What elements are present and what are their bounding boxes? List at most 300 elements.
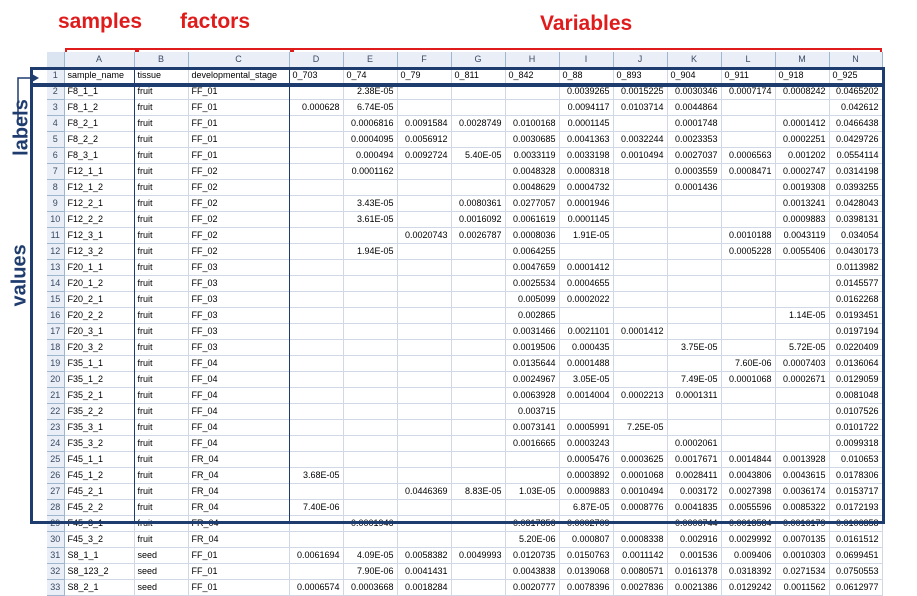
table-cell[interactable]: 0.000435 xyxy=(559,340,613,356)
table-cell[interactable]: fruit xyxy=(134,164,188,180)
table-cell[interactable]: 0_703 xyxy=(289,68,343,84)
table-cell[interactable]: 0.0106358 xyxy=(829,516,882,532)
table-cell[interactable]: sample_name xyxy=(64,68,134,84)
table-cell[interactable]: 0.0024967 xyxy=(505,372,559,388)
row-header[interactable]: 20 xyxy=(47,372,64,388)
table-cell[interactable]: 0.0019308 xyxy=(775,180,829,196)
row-header[interactable]: 15 xyxy=(47,292,64,308)
table-cell[interactable]: F12_3_2 xyxy=(64,244,134,260)
row-header[interactable]: 4 xyxy=(47,116,64,132)
table-cell[interactable]: fruit xyxy=(134,436,188,452)
table-cell[interactable]: 1.91E-05 xyxy=(559,228,613,244)
table-cell[interactable]: 0.0393255 xyxy=(829,180,882,196)
table-cell[interactable]: 0.0010188 xyxy=(721,228,775,244)
table-cell[interactable]: 8.83E-05 xyxy=(451,484,505,500)
table-cell[interactable]: FR_04 xyxy=(188,468,289,484)
table-cell[interactable]: 0.0008242 xyxy=(775,84,829,100)
table-cell[interactable]: 0.0041431 xyxy=(397,564,451,580)
table-cell[interactable]: F45_1_1 xyxy=(64,452,134,468)
table-cell[interactable]: F45_2_1 xyxy=(64,484,134,500)
table-cell[interactable]: 7.49E-05 xyxy=(667,372,721,388)
table-cell[interactable]: 0.0018284 xyxy=(397,580,451,596)
table-cell[interactable]: 0.0080361 xyxy=(451,196,505,212)
table-cell[interactable]: F20_1_1 xyxy=(64,260,134,276)
column-header[interactable]: B xyxy=(134,52,188,68)
row-header[interactable]: 27 xyxy=(47,484,64,500)
table-cell[interactable]: 0_811 xyxy=(451,68,505,84)
table-cell[interactable]: 0.0006574 xyxy=(289,580,343,596)
table-cell[interactable]: 0.0428043 xyxy=(829,196,882,212)
table-cell[interactable]: 0.0103714 xyxy=(613,100,667,116)
table-cell[interactable]: 0.009406 xyxy=(721,548,775,564)
table-cell[interactable]: F8_2_2 xyxy=(64,132,134,148)
table-cell[interactable]: 0.0007174 xyxy=(721,84,775,100)
table-cell[interactable] xyxy=(451,532,505,548)
table-cell[interactable]: 0.0004732 xyxy=(559,180,613,196)
table-cell[interactable]: 0.0061694 xyxy=(289,548,343,564)
table-cell[interactable]: 0.0016092 xyxy=(451,212,505,228)
table-cell[interactable]: 0.003715 xyxy=(505,404,559,420)
table-cell[interactable]: 0.0220409 xyxy=(829,340,882,356)
table-cell[interactable]: 0.0025534 xyxy=(505,276,559,292)
table-cell[interactable]: FF_04 xyxy=(188,356,289,372)
table-cell[interactable]: 0.0612977 xyxy=(829,580,882,596)
table-cell[interactable]: fruit xyxy=(134,468,188,484)
table-cell[interactable]: FF_03 xyxy=(188,292,289,308)
table-cell[interactable]: 0.0030346 xyxy=(667,84,721,100)
table-cell[interactable]: fruit xyxy=(134,484,188,500)
table-cell[interactable]: F20_2_1 xyxy=(64,292,134,308)
table-cell[interactable]: 0.0015225 xyxy=(613,84,667,100)
row-header[interactable]: 21 xyxy=(47,388,64,404)
table-cell[interactable]: fruit xyxy=(134,532,188,548)
table-cell[interactable]: fruit xyxy=(134,388,188,404)
table-cell[interactable]: S8_123_2 xyxy=(64,564,134,580)
table-cell[interactable]: 0.0033119 xyxy=(505,148,559,164)
table-cell[interactable]: S8_2_1 xyxy=(64,580,134,596)
table-cell[interactable]: fruit xyxy=(134,276,188,292)
table-cell[interactable]: F35_2_1 xyxy=(64,388,134,404)
table-cell[interactable]: 0.0004095 xyxy=(343,132,397,148)
table-cell[interactable]: 0.0099318 xyxy=(829,436,882,452)
row-header[interactable]: 33 xyxy=(47,580,64,596)
table-cell[interactable]: 0.0005991 xyxy=(559,420,613,436)
table-cell[interactable]: 0.0172193 xyxy=(829,500,882,516)
column-header[interactable]: F xyxy=(397,52,451,68)
table-cell[interactable]: 0.0061619 xyxy=(505,212,559,228)
table-cell[interactable]: FF_01 xyxy=(188,580,289,596)
row-header[interactable]: 3 xyxy=(47,100,64,116)
table-cell[interactable]: 0.0465202 xyxy=(829,84,882,100)
column-header[interactable]: N xyxy=(829,52,882,68)
table-cell[interactable]: tissue xyxy=(134,68,188,84)
row-header[interactable]: 6 xyxy=(47,148,64,164)
table-cell[interactable]: FF_03 xyxy=(188,260,289,276)
table-cell[interactable]: fruit xyxy=(134,228,188,244)
table-cell[interactable]: 0.0005228 xyxy=(721,244,775,260)
table-cell[interactable]: 0.0014004 xyxy=(559,388,613,404)
table-cell[interactable]: 0.0001412 xyxy=(613,324,667,340)
row-header[interactable]: 29 xyxy=(47,516,64,532)
row-header[interactable]: 17 xyxy=(47,324,64,340)
table-cell[interactable]: 0.0047659 xyxy=(505,260,559,276)
table-cell[interactable]: F20_1_2 xyxy=(64,276,134,292)
table-cell[interactable]: FF_01 xyxy=(188,116,289,132)
table-cell[interactable]: 3.75E-05 xyxy=(667,340,721,356)
table-cell[interactable]: F45_1_2 xyxy=(64,468,134,484)
table-cell[interactable]: 1.14E-05 xyxy=(775,308,829,324)
table-cell[interactable]: FF_03 xyxy=(188,276,289,292)
table-cell[interactable]: 0.0429726 xyxy=(829,132,882,148)
row-header[interactable]: 8 xyxy=(47,180,64,196)
table-cell[interactable]: 0.0027398 xyxy=(721,484,775,500)
table-cell[interactable]: 0.000494 xyxy=(343,148,397,164)
table-cell[interactable]: 0.0013584 xyxy=(721,516,775,532)
table-cell[interactable]: 0.0008036 xyxy=(505,228,559,244)
table-cell[interactable]: fruit xyxy=(134,308,188,324)
table-cell[interactable]: 0.034054 xyxy=(829,228,882,244)
column-header[interactable]: H xyxy=(505,52,559,68)
table-cell[interactable]: FF_02 xyxy=(188,244,289,260)
table-cell[interactable]: fruit xyxy=(134,116,188,132)
table-cell[interactable]: 5.72E-05 xyxy=(775,340,829,356)
column-header[interactable]: J xyxy=(613,52,667,68)
table-cell[interactable]: fruit xyxy=(134,500,188,516)
table-cell[interactable]: 0.0318392 xyxy=(721,564,775,580)
table-cell[interactable] xyxy=(451,580,505,596)
table-cell[interactable]: 0.0107526 xyxy=(829,404,882,420)
table-cell[interactable]: 0.0028749 xyxy=(451,116,505,132)
table-cell[interactable]: F35_2_2 xyxy=(64,404,134,420)
table-cell[interactable]: fruit xyxy=(134,180,188,196)
table-cell[interactable]: 0.0135644 xyxy=(505,356,559,372)
table-cell[interactable]: 0.0023353 xyxy=(667,132,721,148)
table-cell[interactable]: 0.000807 xyxy=(559,532,613,548)
table-cell[interactable]: 0.0021101 xyxy=(559,324,613,340)
column-header[interactable]: I xyxy=(559,52,613,68)
table-cell[interactable]: 0.0101722 xyxy=(829,420,882,436)
table-cell[interactable]: FF_02 xyxy=(188,212,289,228)
table-cell[interactable]: 0.002916 xyxy=(667,532,721,548)
table-cell[interactable]: fruit xyxy=(134,356,188,372)
table-cell[interactable]: FR_04 xyxy=(188,484,289,500)
row-header[interactable]: 7 xyxy=(47,164,64,180)
row-header[interactable]: 5 xyxy=(47,132,64,148)
table-cell[interactable]: 0.0048629 xyxy=(505,180,559,196)
table-cell[interactable]: 0.0049993 xyxy=(451,548,505,564)
table-cell[interactable]: 0_79 xyxy=(397,68,451,84)
table-cell[interactable]: 0.0005476 xyxy=(559,452,613,468)
table-cell[interactable]: 0.001202 xyxy=(775,148,829,164)
table-cell[interactable]: 0.0008471 xyxy=(721,164,775,180)
table-cell[interactable]: 0.042612 xyxy=(829,100,882,116)
table-cell[interactable]: FF_01 xyxy=(188,148,289,164)
table-cell[interactable]: FF_01 xyxy=(188,84,289,100)
table-cell[interactable]: 0.0001068 xyxy=(721,372,775,388)
table-cell[interactable]: 0.0271534 xyxy=(775,564,829,580)
table-cell[interactable]: 0.0009883 xyxy=(775,212,829,228)
table-cell[interactable] xyxy=(343,532,397,548)
table-cell[interactable]: 0_893 xyxy=(613,68,667,84)
table-cell[interactable]: 0.0043615 xyxy=(775,468,829,484)
table-cell[interactable]: 0.0002061 xyxy=(667,436,721,452)
table-cell[interactable]: F12_2_1 xyxy=(64,196,134,212)
column-header[interactable]: G xyxy=(451,52,505,68)
table-cell[interactable]: fruit xyxy=(134,452,188,468)
table-cell[interactable]: 0_842 xyxy=(505,68,559,84)
table-cell[interactable]: F45_3_2 xyxy=(64,532,134,548)
table-cell[interactable]: FF_02 xyxy=(188,164,289,180)
table-cell[interactable]: fruit xyxy=(134,260,188,276)
column-header[interactable]: A xyxy=(64,52,134,68)
table-cell[interactable]: 0.0028411 xyxy=(667,468,721,484)
table-cell[interactable]: fruit xyxy=(134,340,188,356)
table-cell[interactable]: 3.05E-05 xyxy=(559,372,613,388)
table-cell[interactable]: 0.0033198 xyxy=(559,148,613,164)
table-cell[interactable]: 0.0001488 xyxy=(559,356,613,372)
table-cell[interactable]: 0.0043806 xyxy=(721,468,775,484)
table-cell[interactable]: fruit xyxy=(134,148,188,164)
table-cell[interactable]: 0_911 xyxy=(721,68,775,84)
table-cell[interactable]: 0.0006744 xyxy=(667,516,721,532)
table-cell[interactable]: 0.0003243 xyxy=(559,436,613,452)
table-cell[interactable]: FR_04 xyxy=(188,516,289,532)
table-cell[interactable]: fruit xyxy=(134,132,188,148)
table-cell[interactable]: 0.0006563 xyxy=(721,148,775,164)
table-cell[interactable]: 0.0193451 xyxy=(829,308,882,324)
table-cell[interactable]: 0_904 xyxy=(667,68,721,84)
row-header[interactable]: 23 xyxy=(47,420,64,436)
table-cell[interactable]: 0.000628 xyxy=(289,100,343,116)
row-header[interactable]: 14 xyxy=(47,276,64,292)
row-header[interactable]: 10 xyxy=(47,212,64,228)
table-cell[interactable]: fruit xyxy=(134,404,188,420)
table-cell[interactable]: 0.0008776 xyxy=(613,500,667,516)
row-header[interactable]: 30 xyxy=(47,532,64,548)
table-cell[interactable]: 0_918 xyxy=(775,68,829,84)
table-cell[interactable]: 0.0161512 xyxy=(829,532,882,548)
row-header[interactable]: 11 xyxy=(47,228,64,244)
table-cell[interactable]: 0.0017671 xyxy=(667,452,721,468)
row-header[interactable]: 25 xyxy=(47,452,64,468)
table-cell[interactable]: 7.25E-05 xyxy=(613,420,667,436)
table-cell[interactable]: 0.0008338 xyxy=(613,532,667,548)
table-cell[interactable]: FR_04 xyxy=(188,452,289,468)
table-cell[interactable]: 0.0027037 xyxy=(667,148,721,164)
table-cell[interactable]: 5.20E-06 xyxy=(505,532,559,548)
table-cell[interactable]: 0.0021386 xyxy=(667,580,721,596)
table-cell[interactable]: 0.0011562 xyxy=(775,580,829,596)
table-cell[interactable]: 0.0010494 xyxy=(613,484,667,500)
row-header[interactable]: 19 xyxy=(47,356,64,372)
table-cell[interactable]: F35_1_2 xyxy=(64,372,134,388)
table-cell[interactable]: F20_2_2 xyxy=(64,308,134,324)
table-cell[interactable]: 4.09E-05 xyxy=(343,548,397,564)
table-cell[interactable]: 0.0003559 xyxy=(667,164,721,180)
table-cell[interactable]: 0.0129242 xyxy=(721,580,775,596)
table-cell[interactable]: 0.0032244 xyxy=(613,132,667,148)
table-cell[interactable]: 0.0041363 xyxy=(559,132,613,148)
table-cell[interactable]: 0.0055406 xyxy=(775,244,829,260)
table-cell[interactable]: FF_04 xyxy=(188,420,289,436)
row-header[interactable]: 18 xyxy=(47,340,64,356)
column-header[interactable]: E xyxy=(343,52,397,68)
table-cell[interactable]: 0.0091584 xyxy=(397,116,451,132)
table-cell[interactable]: 0_88 xyxy=(559,68,613,84)
table-cell[interactable]: 0.0162268 xyxy=(829,292,882,308)
row-header[interactable]: 22 xyxy=(47,404,64,420)
row-header[interactable]: 28 xyxy=(47,500,64,516)
table-cell[interactable]: fruit xyxy=(134,212,188,228)
table-cell[interactable]: 0.0041835 xyxy=(667,500,721,516)
column-header[interactable]: K xyxy=(667,52,721,68)
table-cell[interactable]: 0.0002022 xyxy=(559,292,613,308)
table-cell[interactable]: 0.0004655 xyxy=(559,276,613,292)
table-cell[interactable]: 6.74E-05 xyxy=(343,100,397,116)
table-cell[interactable]: 0.0036174 xyxy=(775,484,829,500)
table-cell[interactable]: 0.0030685 xyxy=(505,132,559,148)
table-cell[interactable]: fruit xyxy=(134,292,188,308)
table-cell[interactable]: 0.0120735 xyxy=(505,548,559,564)
table-cell[interactable]: F45_2_2 xyxy=(64,500,134,516)
table-cell[interactable]: 0.0020743 xyxy=(397,228,451,244)
table-cell[interactable]: F12_1_2 xyxy=(64,180,134,196)
table-cell[interactable]: 0.0003892 xyxy=(559,468,613,484)
table-cell[interactable]: 0.0466438 xyxy=(829,116,882,132)
table-cell[interactable]: 3.68E-05 xyxy=(289,468,343,484)
table-cell[interactable]: 0.005099 xyxy=(505,292,559,308)
table-cell[interactable]: 0.0750553 xyxy=(829,564,882,580)
table-cell[interactable]: 0.0014844 xyxy=(721,452,775,468)
table-cell[interactable]: F20_3_2 xyxy=(64,340,134,356)
table-cell[interactable]: seed xyxy=(134,548,188,564)
table-cell[interactable]: 0.0001162 xyxy=(343,164,397,180)
table-cell[interactable]: 0.0001145 xyxy=(559,116,613,132)
table-cell[interactable]: F12_2_2 xyxy=(64,212,134,228)
table-cell[interactable]: 0.0001412 xyxy=(559,260,613,276)
table-cell[interactable]: 0.0092724 xyxy=(397,148,451,164)
table-cell[interactable]: 1.03E-05 xyxy=(505,484,559,500)
table-cell[interactable]: 0_925 xyxy=(829,68,882,84)
table-cell[interactable]: F35_3_1 xyxy=(64,420,134,436)
table-cell[interactable]: 0.002865 xyxy=(505,308,559,324)
table-cell[interactable]: F8_1_1 xyxy=(64,84,134,100)
table-cell[interactable]: fruit xyxy=(134,372,188,388)
table-cell[interactable]: 0.0317856 xyxy=(505,516,559,532)
row-header[interactable]: 9 xyxy=(47,196,64,212)
table-cell[interactable]: 0.0001412 xyxy=(775,116,829,132)
table-cell[interactable]: F12_1_1 xyxy=(64,164,134,180)
table-cell[interactable]: 0.0002709 xyxy=(559,516,613,532)
table-cell[interactable]: FR_04 xyxy=(188,532,289,548)
table-cell[interactable]: 0.0020777 xyxy=(505,580,559,596)
table-cell[interactable]: 0.0011142 xyxy=(613,548,667,564)
table-cell[interactable]: fruit xyxy=(134,84,188,100)
table-cell[interactable]: 0.0056912 xyxy=(397,132,451,148)
table-cell[interactable]: 0.0003625 xyxy=(613,452,667,468)
table-cell[interactable]: 0.0016665 xyxy=(505,436,559,452)
table-cell[interactable]: FF_03 xyxy=(188,324,289,340)
table-cell[interactable]: fruit xyxy=(134,100,188,116)
table-cell[interactable]: 6.87E-05 xyxy=(559,500,613,516)
table-cell[interactable]: FF_01 xyxy=(188,132,289,148)
table-cell[interactable]: 0.0001311 xyxy=(667,388,721,404)
table-cell[interactable]: 3.61E-05 xyxy=(343,212,397,228)
table-cell[interactable]: developmental_stage xyxy=(188,68,289,84)
table-cell[interactable]: FF_04 xyxy=(188,388,289,404)
table-cell[interactable]: FF_04 xyxy=(188,404,289,420)
table-cell[interactable]: 0.0070135 xyxy=(775,532,829,548)
table-cell[interactable]: F8_1_2 xyxy=(64,100,134,116)
column-header[interactable]: M xyxy=(775,52,829,68)
table-cell[interactable]: 0.0078396 xyxy=(559,580,613,596)
table-cell[interactable]: 0.0398131 xyxy=(829,212,882,228)
table-cell[interactable]: 0.0013928 xyxy=(775,452,829,468)
table-cell[interactable]: S8_1_1 xyxy=(64,548,134,564)
table-cell[interactable]: 0.0016179 xyxy=(775,516,829,532)
table-cell[interactable]: 0.0002251 xyxy=(775,132,829,148)
table-cell[interactable]: 0.0001145 xyxy=(559,212,613,228)
table-cell[interactable]: FF_02 xyxy=(188,180,289,196)
table-cell[interactable]: 0.0197194 xyxy=(829,324,882,340)
table-cell[interactable]: 0.0145577 xyxy=(829,276,882,292)
table-cell[interactable]: 0.0094117 xyxy=(559,100,613,116)
table-cell[interactable]: 0.0001068 xyxy=(613,468,667,484)
table-cell[interactable]: 0.0085322 xyxy=(775,500,829,516)
table-cell[interactable]: 5.40E-05 xyxy=(451,148,505,164)
table-cell[interactable]: 0.0019506 xyxy=(505,340,559,356)
table-cell[interactable] xyxy=(289,532,343,548)
table-cell[interactable]: 0.0073141 xyxy=(505,420,559,436)
table-cell[interactable]: 0.0002213 xyxy=(613,388,667,404)
table-cell[interactable]: 0.0277057 xyxy=(505,196,559,212)
table-cell[interactable] xyxy=(451,564,505,580)
table-cell[interactable]: 7.60E-06 xyxy=(721,356,775,372)
row-header[interactable]: 12 xyxy=(47,244,64,260)
table-cell[interactable]: 0.0001748 xyxy=(667,116,721,132)
table-cell[interactable]: 0.0039265 xyxy=(559,84,613,100)
table-cell[interactable]: 0.0055596 xyxy=(721,500,775,516)
table-cell[interactable]: 0.0153717 xyxy=(829,484,882,500)
row-header[interactable]: 16 xyxy=(47,308,64,324)
table-cell[interactable]: 0.0554114 xyxy=(829,148,882,164)
select-all-corner[interactable] xyxy=(47,52,64,68)
table-cell[interactable]: FF_04 xyxy=(188,372,289,388)
table-cell[interactable]: 0.0113982 xyxy=(829,260,882,276)
table-cell[interactable]: 0.0314198 xyxy=(829,164,882,180)
table-cell[interactable]: FF_02 xyxy=(188,228,289,244)
table-cell[interactable]: seed xyxy=(134,564,188,580)
table-cell[interactable]: 0.0001436 xyxy=(667,180,721,196)
table-cell[interactable]: 0.0446369 xyxy=(397,484,451,500)
table-cell[interactable]: 2.38E-05 xyxy=(343,84,397,100)
table-cell[interactable]: 1.94E-05 xyxy=(343,244,397,260)
table-cell[interactable]: 0.0010494 xyxy=(613,148,667,164)
row-header[interactable]: 31 xyxy=(47,548,64,564)
column-header[interactable]: L xyxy=(721,52,775,68)
table-cell[interactable]: 0.0430173 xyxy=(829,244,882,260)
table-cell[interactable]: 0.0006816 xyxy=(343,116,397,132)
table-cell[interactable]: fruit xyxy=(134,516,188,532)
table-cell[interactable]: 0.001536 xyxy=(667,548,721,564)
row-header[interactable]: 1 xyxy=(47,68,64,84)
table-cell[interactable]: 0.0129059 xyxy=(829,372,882,388)
table-cell[interactable]: FF_02 xyxy=(188,196,289,212)
table-cell[interactable] xyxy=(289,564,343,580)
row-header[interactable]: 26 xyxy=(47,468,64,484)
table-cell[interactable]: 3.43E-05 xyxy=(343,196,397,212)
table-cell[interactable]: FF_03 xyxy=(188,308,289,324)
